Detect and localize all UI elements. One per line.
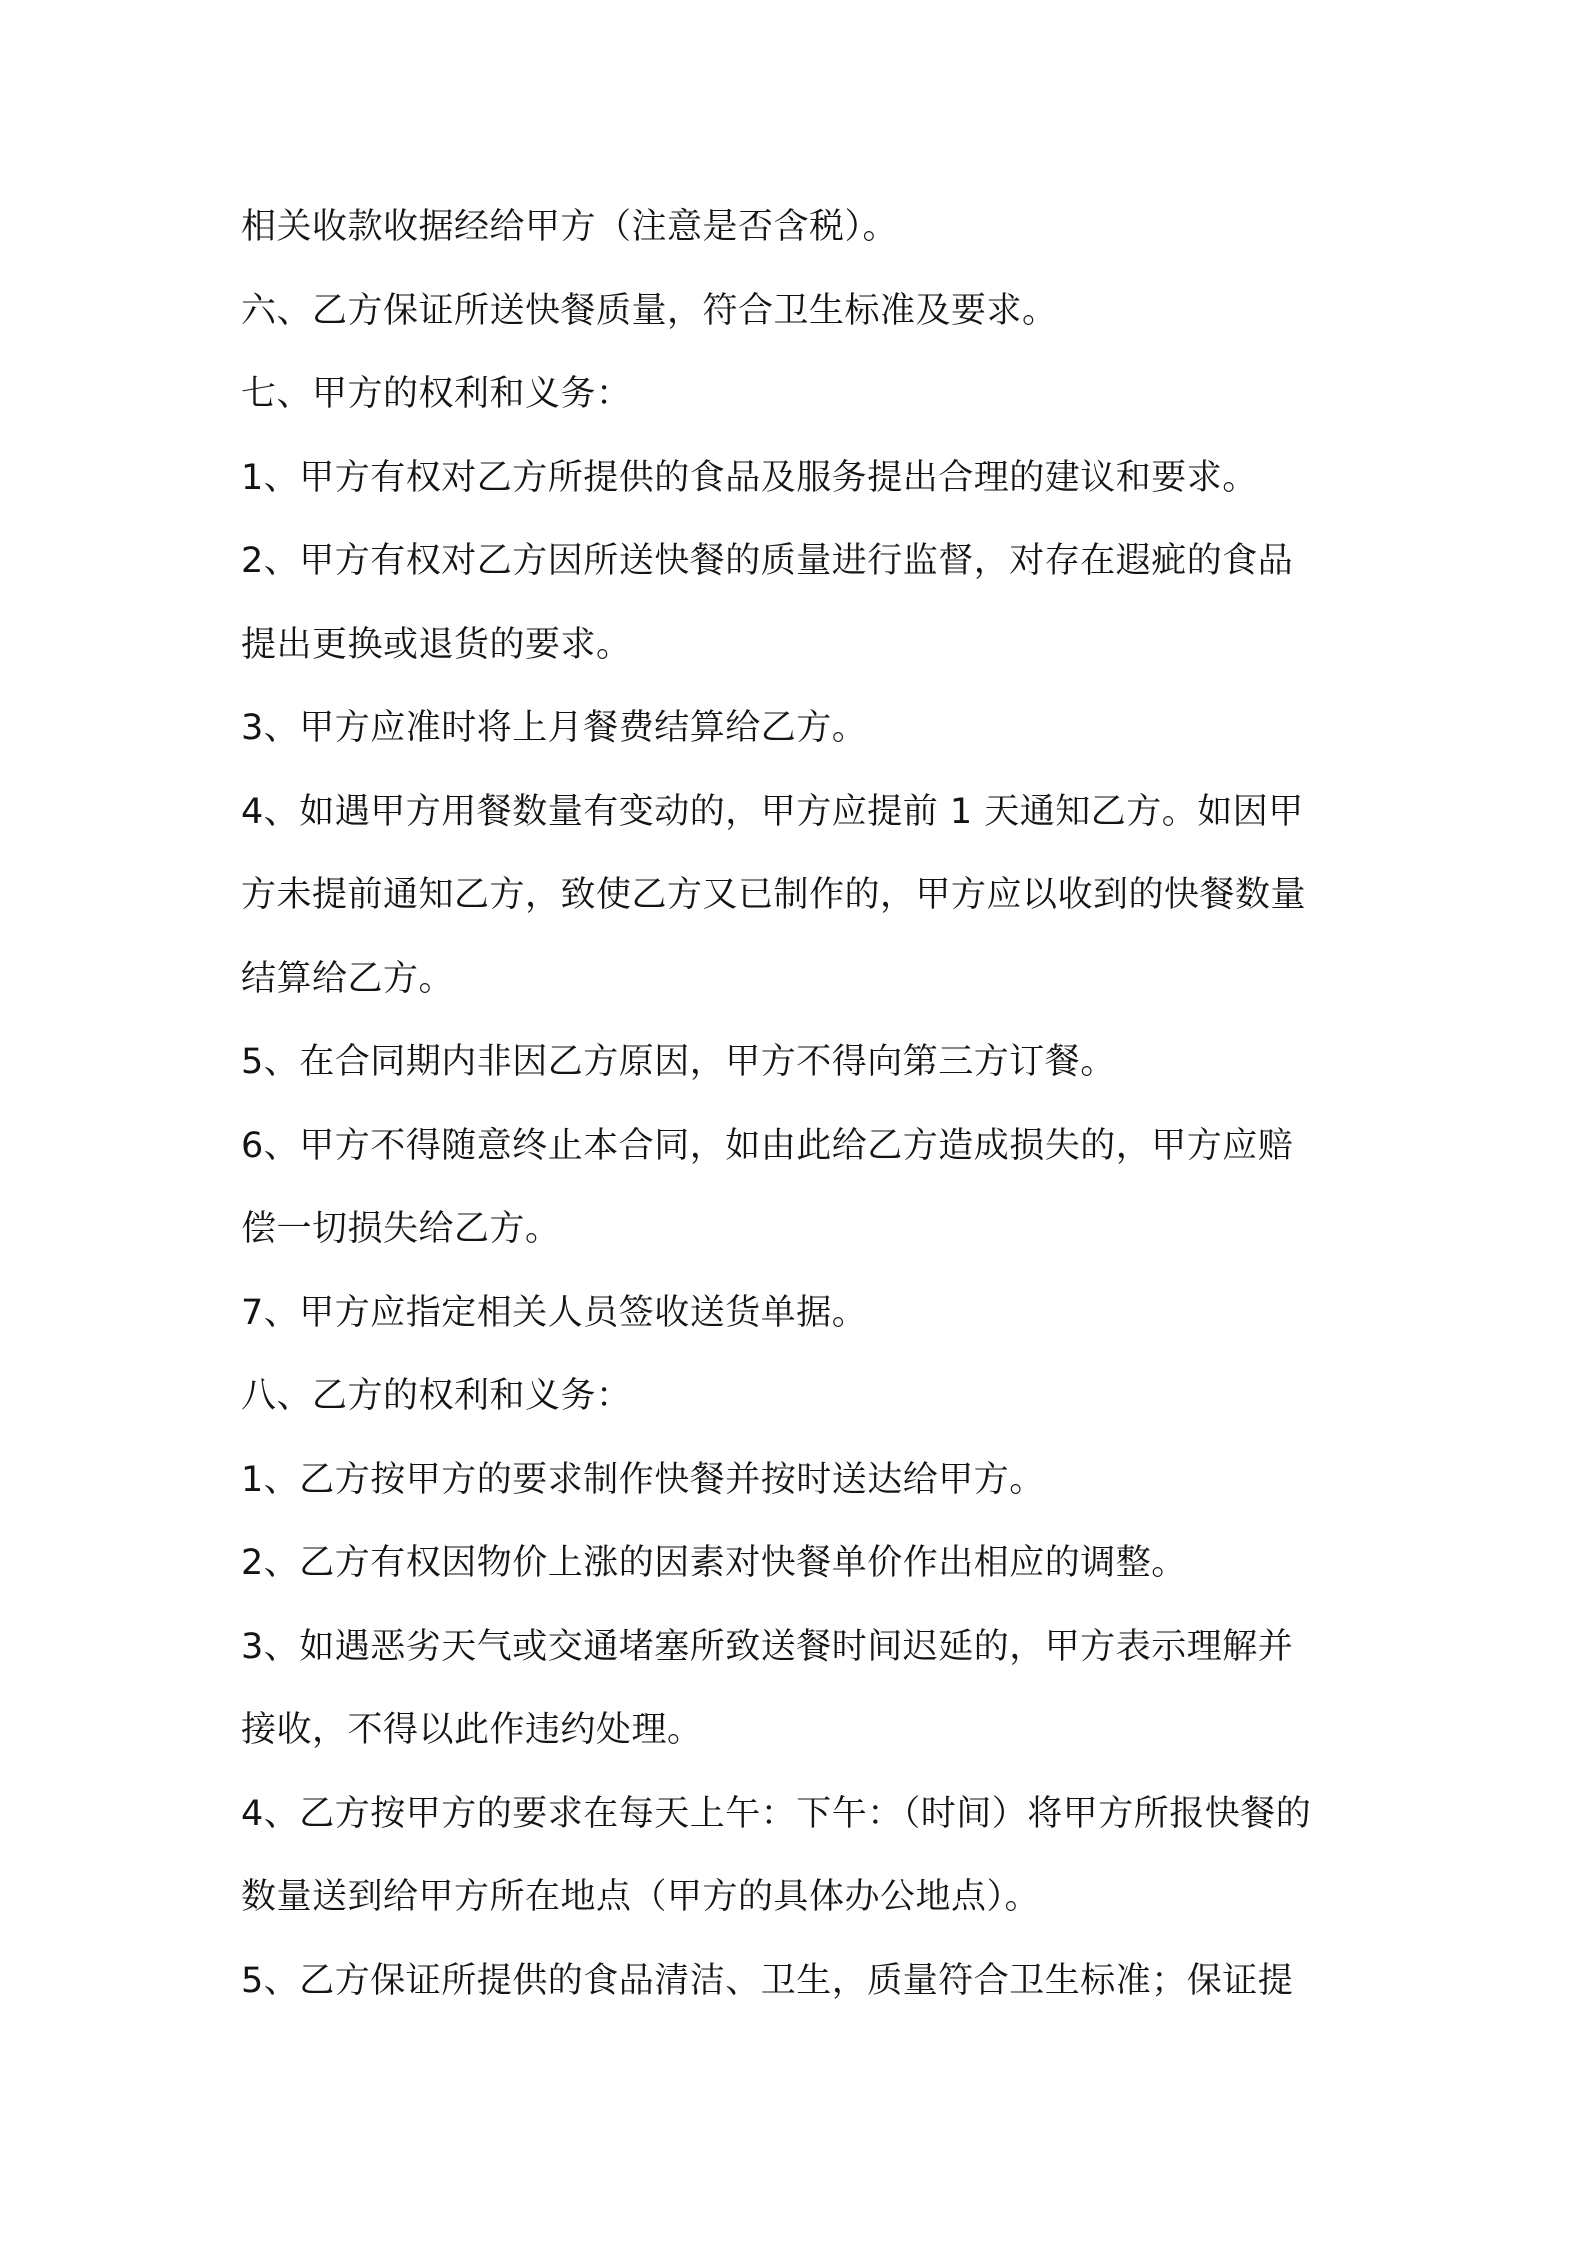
text-line: 6、甲方不得随意终止本合同，如由此给乙方造成损失的，甲方应赔 <box>241 1125 1294 1166</box>
text-line: 3、甲方应准时将上月餐费结算给乙方。 <box>241 708 868 748</box>
text-line: 5、在合同期内非因乙方原因，甲方不得向第三方订餐。 <box>241 1042 1116 1082</box>
text-line: 数量送到给甲方所在地点（甲方的具体办公地点）。 <box>241 1877 1041 1917</box>
document-body <box>241 197 1361 2034</box>
text-line: 方未提前通知乙方，致使乙方又已制作的，甲方应以收到的快餐数量 <box>241 875 1307 915</box>
text-line: 1、乙方按甲方的要求制作快餐并按时送达给甲方。 <box>241 1459 1045 1500</box>
text-line: 接收，不得以此作违约处理。 <box>241 1710 703 1750</box>
text-line: 提出更换或退货的要求。 <box>241 624 632 665</box>
text-line: 2、甲方有权对乙方因所送快餐的质量进行监督，对存在遐疵的食品 <box>241 541 1294 581</box>
section-heading: 八、乙方的权利和义务： <box>241 1376 632 1416</box>
text-line: 1、甲方有权对乙方所提供的食品及服务提出合理的建议和要求。 <box>241 457 1258 498</box>
text-line: 4、如遇甲方用餐数量有变动的，甲方应提前 1 天通知乙方。如因甲 <box>241 791 1304 832</box>
text-line: 偿一切损失给乙方。 <box>241 1209 561 1249</box>
text-line: 7、甲方应指定相关人员签收送货单据。 <box>241 1292 868 1333</box>
text-line: 六、乙方保证所送快餐质量，符合卫生标准及要求。 <box>241 290 1058 331</box>
text-line: 2、乙方有权因物价上涨的因素对快餐单价作出相应的调整。 <box>241 1543 1187 1583</box>
section-heading: 七、甲方的权利和义务： <box>241 374 632 414</box>
text-line: 结算给乙方。 <box>241 958 455 999</box>
text-line: 3、如遇恶劣天气或交通堵塞所致送餐时间迟延的，甲方表示理解并 <box>241 1626 1294 1667</box>
text-line: 4、乙方按甲方的要求在每天上午：下午：（时间）将甲方所报快餐的 <box>241 1793 1312 1834</box>
text-line: 相关收款收据经给甲方（注意是否含税）。 <box>241 207 899 247</box>
text-line: 5、乙方保证所提供的食品清洁、卫生，质量符合卫生标准；保证提 <box>241 1960 1294 2001</box>
